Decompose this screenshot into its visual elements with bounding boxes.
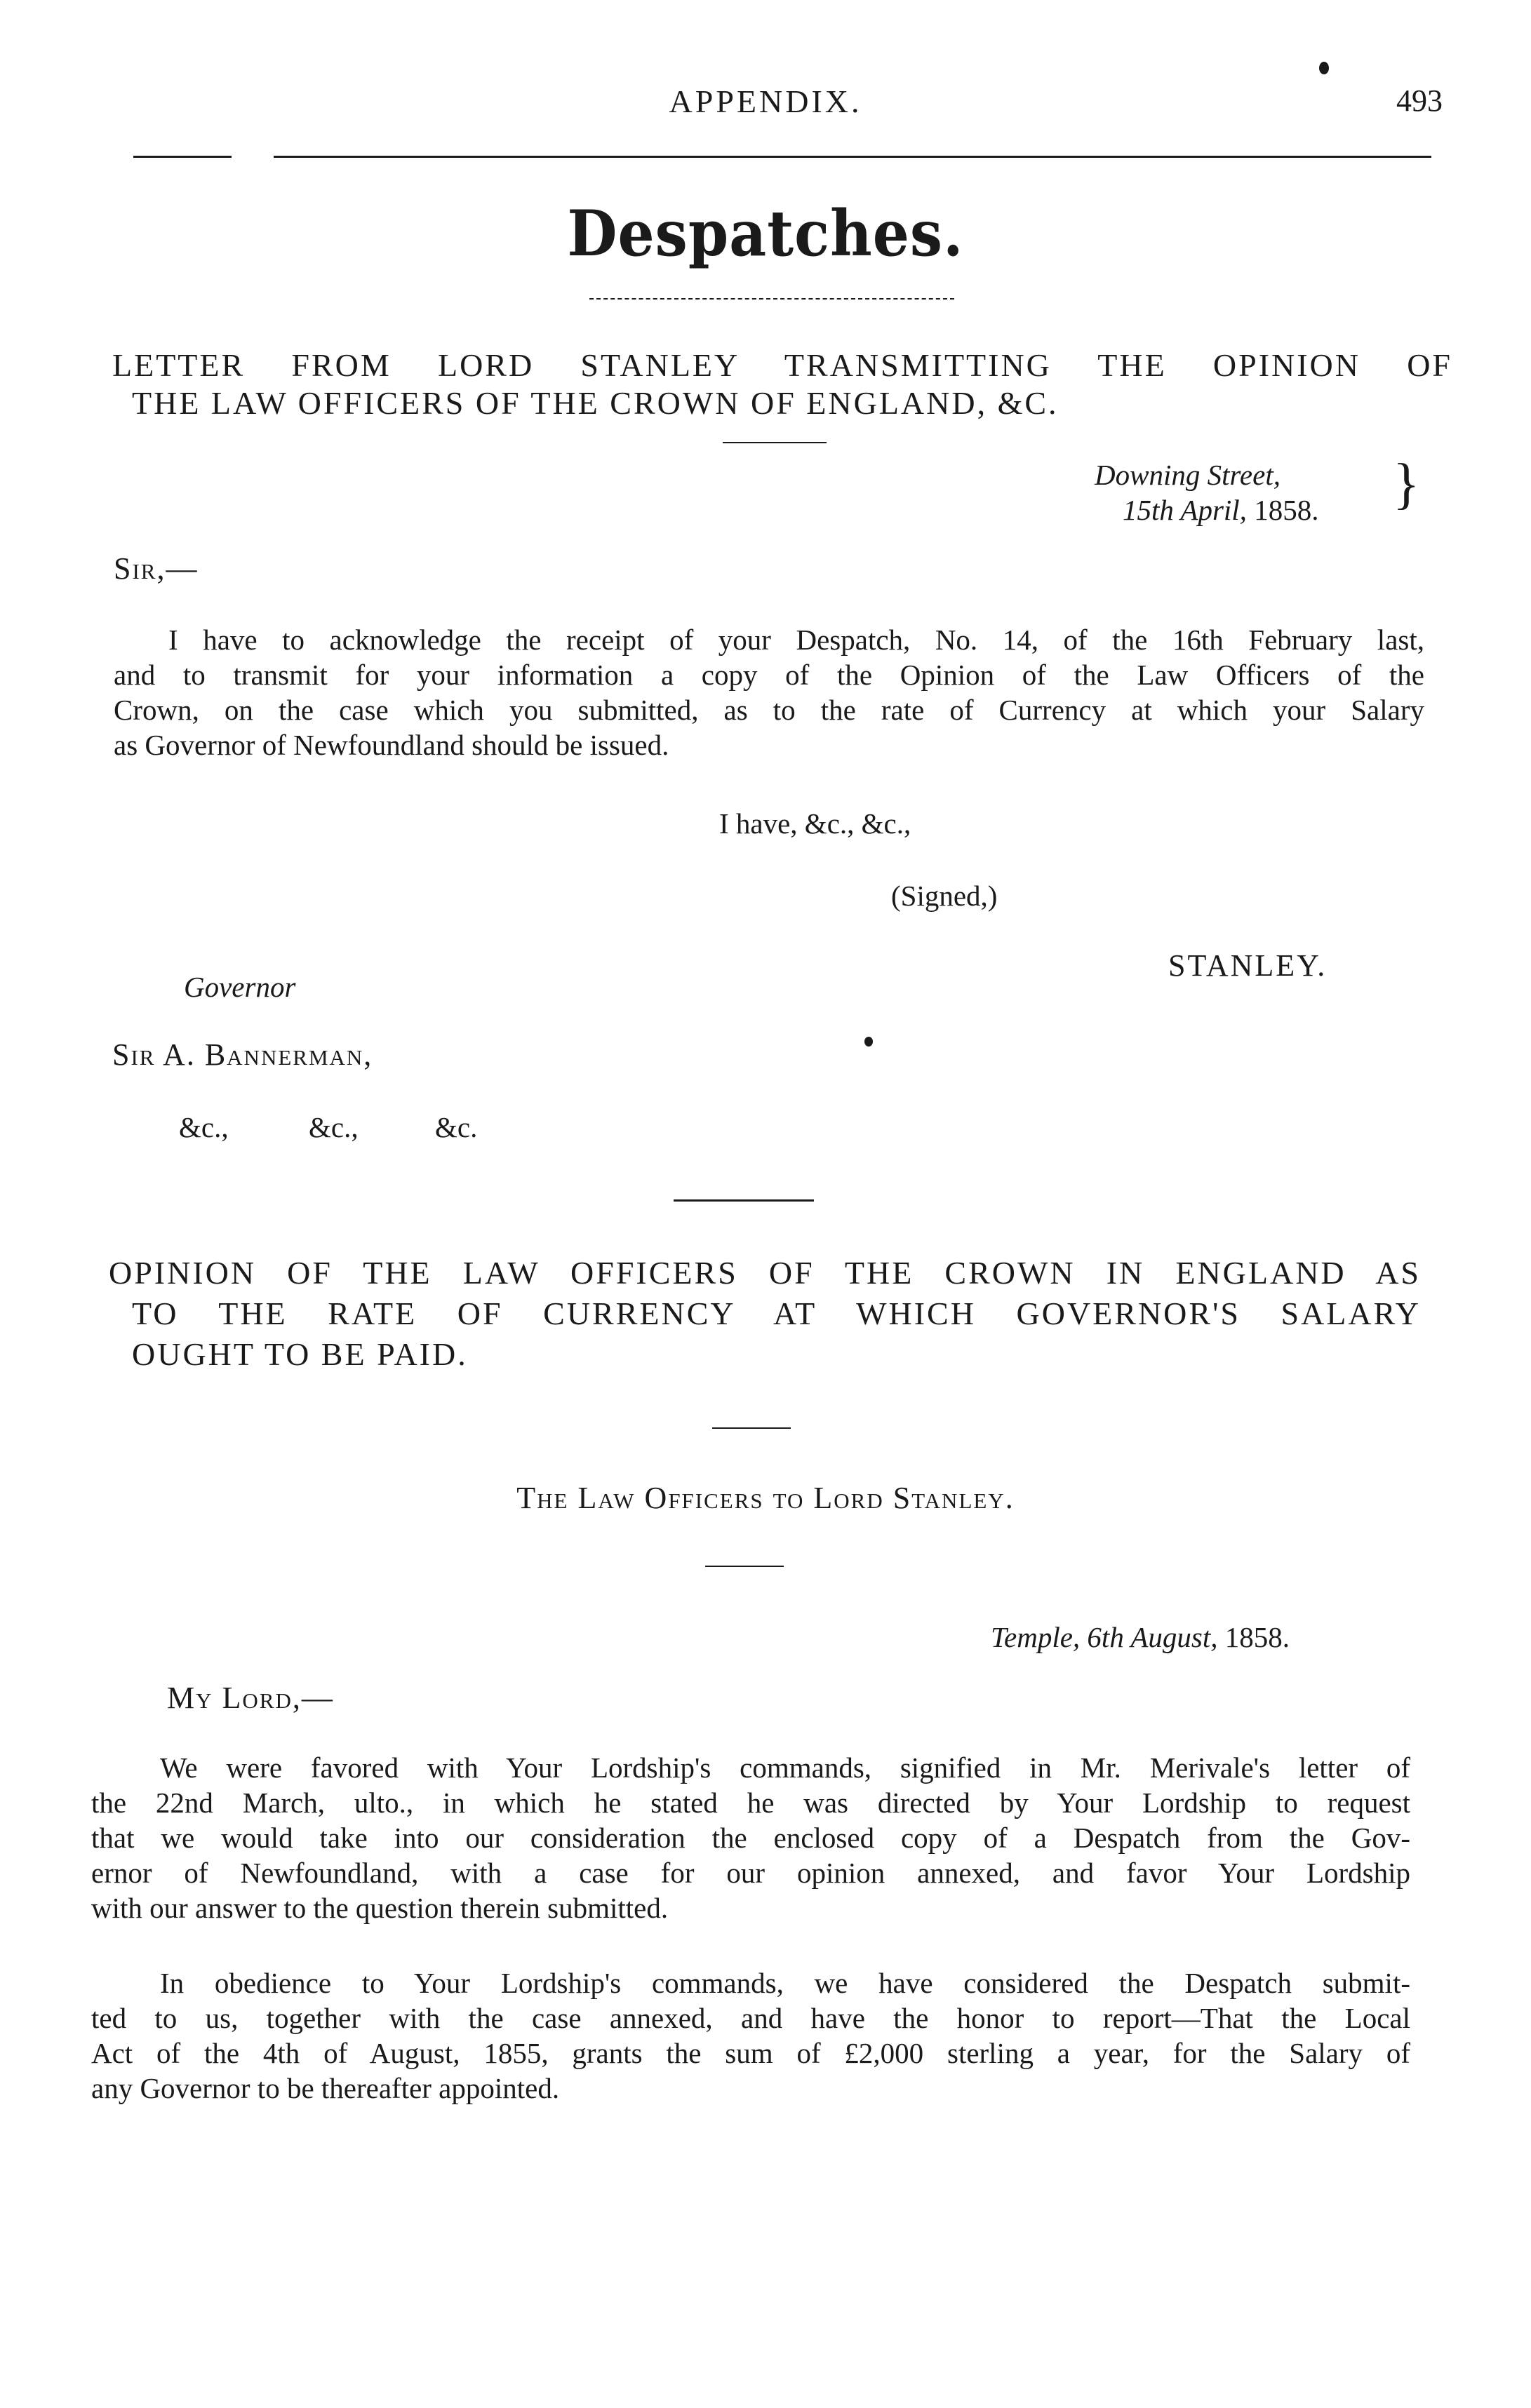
opinion-date <box>991 1622 1290 1653</box>
letter-body-line-3: Crown, on the case which you submitted, as to the rate of Currency at which your Salary <box>114 694 1424 726</box>
heading-rule <box>723 442 827 443</box>
letter-closing: I have, &c., &c., <box>719 807 911 840</box>
opinion-heading-line-3: OUGHT TO BE PAID. <box>132 1336 468 1372</box>
opinion-p1-line-1: We were favored with Your Lordship's commands, signified in Mr. Merivale's letter of <box>160 1751 1410 1784</box>
opinion-subheading: The Law Officers to Lord Stanley. <box>516 1481 1015 1515</box>
section-divider <box>674 1199 814 1202</box>
opinion-p1-line-4: ernor of Newfoundland, with a case for our opinion annexed, and favor Your Lordship <box>91 1857 1410 1889</box>
opinion-p1-line-5: with our answer to the question therein submitted. <box>91 1892 669 1924</box>
opinion-heading-line-1: OPINION OF THE LAW OFFICERS OF THE CROWN IN ENGLAND AS <box>109 1255 1421 1291</box>
opinion-year: 1858. <box>1224 1621 1290 1653</box>
title-divider <box>589 298 954 300</box>
letter-year: 1858. <box>1254 494 1319 526</box>
opinion-salutation: My Lord,— <box>167 1681 334 1715</box>
opinion-p1-line-3: that we would take into our consideration the enclosed copy of a Despatch from the Gov- <box>91 1822 1410 1854</box>
ink-mark <box>864 1037 873 1047</box>
opinion-p2-line-3: Act of the 4th of August, 1855, grants the sum of £2,000 sterling a year, for the Salary of <box>91 2037 1410 2069</box>
letter-heading-line-1: LETTER FROM LORD STANLEY TRANSMITTING THE OPINION OF <box>112 347 1452 383</box>
page-number: 493 <box>1396 83 1443 118</box>
header-rule-short <box>133 156 232 158</box>
opinion-p2-line-2: ted to us, together with the case annexed, and have the honor to report—That the Local <box>91 2002 1410 2034</box>
address-street: Downing Street, <box>1095 459 1281 491</box>
opinion-p2-line-1: In obedience to Your Lordship's commands, we have considered the Despatch submit- <box>160 1967 1410 1999</box>
letter-signed: (Signed,) <box>891 880 998 912</box>
opinion-rule-2 <box>705 1566 784 1567</box>
letter-body-line-1: I have to acknowledge the receipt of your Despatch, No. 14, of the 16th February last, <box>168 624 1424 656</box>
section-title: Despatches. <box>567 196 964 271</box>
opinion-heading-line-2: TO THE RATE OF CURRENCY AT WHICH GOVERNOR'S SALARY <box>132 1296 1421 1331</box>
letter-body-line-2: and to transmit for your information a copy of the Opinion of the Law Officers of the <box>114 659 1424 691</box>
opinion-date-text: Temple, 6th August, <box>991 1621 1218 1653</box>
running-head: APPENDIX. <box>669 83 862 119</box>
opinion-p2-line-4: any Governor to be thereafter appointed. <box>91 2072 560 2104</box>
recipient-title: Governor <box>184 971 296 1003</box>
opinion-p1-line-2: the 22nd March, ulto., in which he stated he was directed by Your Lordship to request <box>91 1787 1410 1819</box>
date-brace: } <box>1393 453 1420 515</box>
opinion-rule-1 <box>712 1427 791 1429</box>
letter-body-line-4: as Governor of Newfoundland should be issued. <box>114 729 669 761</box>
recipient-etc-2: &c., <box>309 1111 359 1143</box>
letter-heading-line-2: THE LAW OFFICERS OF THE CROWN OF ENGLAND, &C. <box>132 385 1059 421</box>
letter-date <box>1123 495 1318 525</box>
recipient-etc-1: &c., <box>179 1111 229 1143</box>
recipient-name: Sir A. Bannerman, <box>112 1037 373 1072</box>
ink-dot <box>1319 62 1329 74</box>
letter-signature: STANLEY. <box>1168 948 1328 983</box>
letter-salutation: Sir,— <box>114 551 199 586</box>
letter-date-text: 15th April, <box>1123 494 1247 526</box>
header-rule <box>274 156 1431 158</box>
recipient-etc-3: &c. <box>435 1111 478 1143</box>
